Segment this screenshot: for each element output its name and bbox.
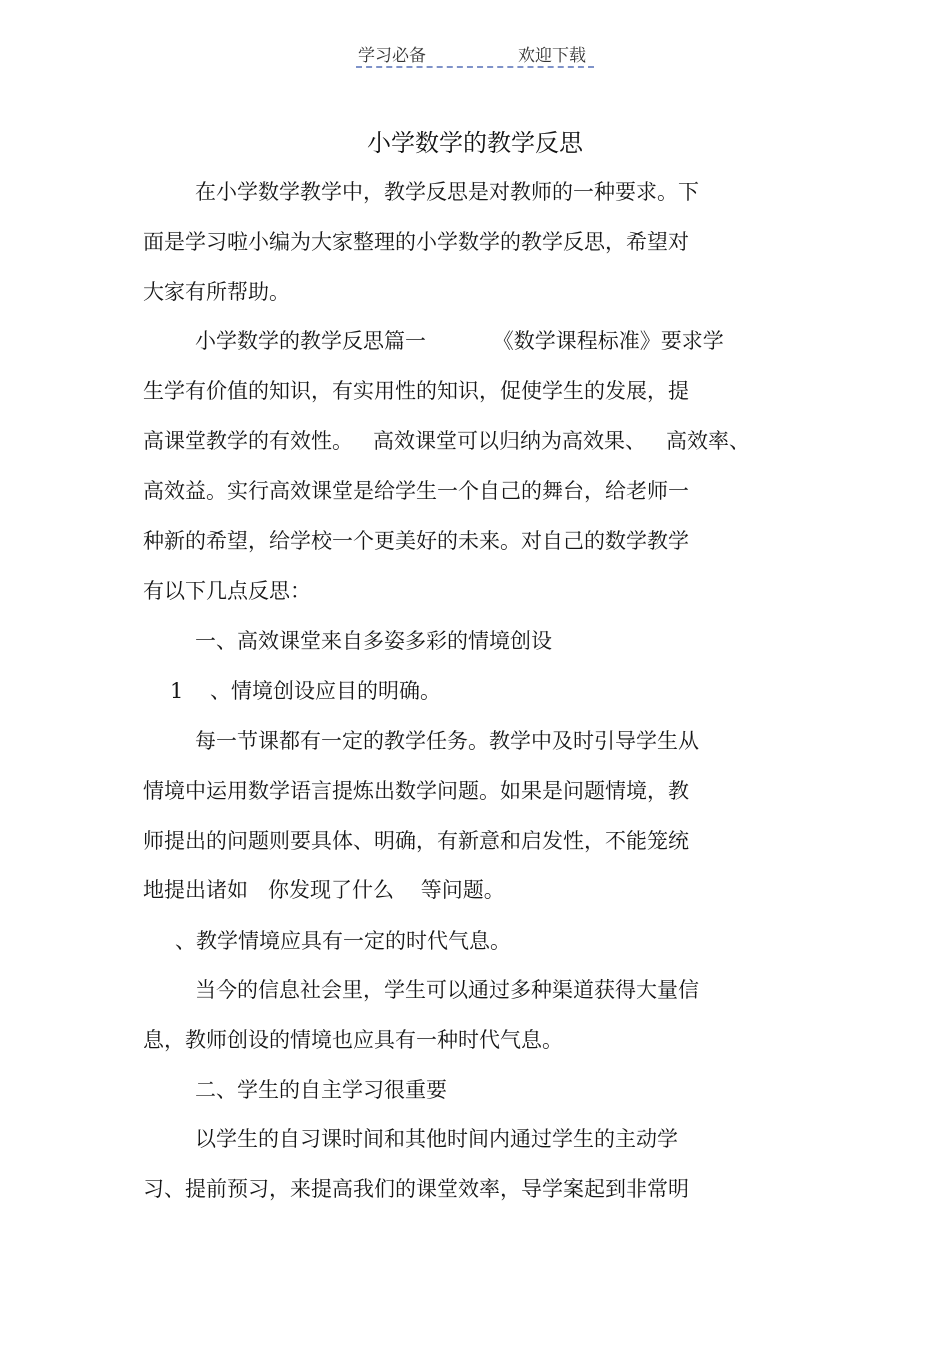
paragraph-line: 种新的希望，给学校一个更美好的未来。对自己的数学教学 bbox=[143, 529, 689, 553]
section-heading: 二、学生的自主学习很重要 bbox=[195, 1078, 447, 1102]
paragraph-line: 师提出的问题则要具体、明确，有新意和启发性，不能笼统 bbox=[143, 829, 689, 853]
paragraph-line: 地提出诸如 你发现了什么 等问题。 bbox=[143, 878, 505, 902]
paragraph-line: 小学数学的教学反思篇一 《数学课程标准》要求学 bbox=[195, 329, 724, 353]
paragraph-line: 情境中运用数学语言提炼出数学问题。如果是问题情境，教 bbox=[143, 779, 689, 803]
paragraph-line: 每一节课都有一定的教学任务。教学中及时引导学生从 bbox=[195, 729, 699, 753]
paragraph-line: 有以下几点反思： bbox=[143, 579, 311, 603]
section-heading: 一、高效课堂来自多姿多彩的情境创设 bbox=[195, 629, 552, 653]
paragraph-line: 生学有价值的知识，有实用性的知识，促使学生的发展，提 bbox=[143, 379, 689, 403]
document-title: 小学数学的教学反思 bbox=[367, 129, 583, 157]
subsection-heading: 、教学情境应具有一定的时代气息。 bbox=[175, 929, 511, 953]
header-right-text: 欢迎下载 bbox=[518, 46, 586, 66]
paragraph-line: 大家有所帮助。 bbox=[143, 280, 290, 304]
paragraph-line: 息，教师创设的情境也应具有一种时代气息。 bbox=[143, 1028, 563, 1052]
paragraph-line: 习、提前预习，来提高我们的课堂效率，导学案起到非常明 bbox=[143, 1177, 689, 1201]
header-left-text: 学习必备 bbox=[358, 46, 426, 66]
paragraph-line: 高课堂教学的有效性。 高效课堂可以归纳为高效果、 高效率、 bbox=[143, 429, 751, 453]
paragraph-line: 面是学习啦小编为大家整理的小学数学的教学反思，希望对 bbox=[143, 230, 689, 254]
paragraph-line: 高效益。实行高效课堂是给学生一个自己的舞台，给老师一 bbox=[143, 479, 689, 503]
paragraph-line: 当今的信息社会里，学生可以通过多种渠道获得大量信 bbox=[195, 978, 699, 1002]
paragraph-line: 在小学数学教学中，教学反思是对教师的一种要求。下 bbox=[195, 180, 699, 204]
paragraph-line: 以学生的自习课时间和其他时间内通过学生的主动学 bbox=[195, 1127, 678, 1151]
page-header bbox=[356, 38, 594, 68]
subsection-heading: 1 、情境创设应目的明确。 bbox=[170, 679, 442, 703]
